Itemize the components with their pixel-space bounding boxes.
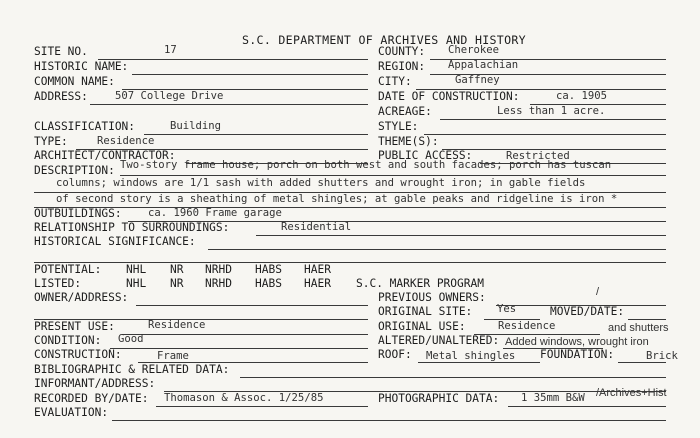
city-label: CITY: (378, 75, 412, 88)
historical-line-1 (208, 249, 666, 250)
county-value: Cherokee (448, 44, 500, 56)
description-line-1: Two-story frame house; porch on both west and south facades; porch has tuscan (120, 159, 612, 171)
public-access-label: PUBLIC ACCESS: (378, 149, 473, 162)
foundation-line (618, 362, 666, 363)
recorded-by-value: Thomason & Assoc. 1/25/85 (164, 392, 324, 404)
description-rule-3 (34, 207, 666, 208)
original-use-label: ORIGINAL USE: (378, 320, 466, 333)
public-access-value: Restricted (506, 150, 570, 162)
listed-nhl: NHL (126, 277, 147, 290)
address-line (90, 104, 368, 105)
classification-label: CLASSIFICATION: (34, 120, 136, 133)
city-value: Gaffney (455, 74, 500, 86)
date-of-construction-value: ca. 1905 (556, 90, 608, 102)
classification-value: Building (170, 120, 222, 132)
site-no-value: 17 (164, 44, 177, 56)
outbuildings-label: OUTBUILDINGS: (34, 207, 122, 220)
county-label: COUNTY: (378, 45, 426, 58)
relationship-value: Residential (281, 221, 352, 233)
address-label: ADDRESS: (34, 90, 88, 103)
photographic-data-value: 1 35mm B&W (521, 392, 585, 404)
themes-label: THEME(S): (378, 135, 439, 148)
potential-haer: HAER (304, 263, 331, 276)
present-use-label: PRESENT USE: (34, 320, 115, 333)
potential-label: POTENTIAL: (34, 263, 102, 276)
type-label: TYPE: (34, 135, 68, 148)
foundation-value: Brick (646, 350, 678, 362)
evaluation-line (112, 420, 666, 421)
date-of-construction-label: DATE OF CONSTRUCTION: (378, 90, 520, 103)
original-use-extra: and shutters (608, 322, 669, 334)
owner-line-1 (136, 305, 368, 306)
address-value: 507 College Drive (115, 90, 224, 102)
site-no-label: SITE NO. (34, 45, 88, 58)
recorded-by-line (156, 406, 368, 407)
previous-owners-mark: / (596, 286, 600, 298)
roof-value: Metal shingles (426, 350, 516, 362)
type-value: Residence (97, 135, 155, 147)
historic-name-line (132, 74, 368, 75)
altered-value: Added windows, wrought iron (505, 336, 649, 348)
photographic-data-label: PHOTOGRAPHIC DATA: (378, 392, 500, 405)
roof-label: ROOF: (378, 348, 412, 361)
form-title: S.C. DEPARTMENT OF ARCHIVES AND HISTORY (242, 33, 526, 47)
potential-habs: HABS (255, 263, 282, 276)
acreage-line (440, 119, 666, 120)
potential-nrhd: NRHD (205, 263, 232, 276)
original-use-value: Residence (498, 320, 556, 332)
region-value: Appalachian (448, 59, 519, 71)
historical-significance-label: HISTORICAL SIGNIFICANCE: (34, 235, 196, 248)
common-name-label: COMMON NAME: (34, 75, 115, 88)
acreage-label: ACREAGE: (378, 105, 432, 118)
foundation-label: FOUNDATION: (540, 348, 615, 361)
architect-label: ARCHITECT/CONTRACTOR: (34, 149, 176, 162)
moved-date-line (628, 319, 666, 320)
evaluation-label: EVALUATION: (34, 406, 109, 419)
style-label: STYLE: (378, 120, 419, 133)
roof-line (418, 362, 540, 363)
listed-habs: HABS (255, 277, 282, 290)
site-no-line (98, 59, 368, 60)
bibliographic-line (240, 377, 666, 378)
owner-address-label: OWNER/ADDRESS: (34, 291, 129, 304)
listed-haer: HAER (304, 277, 331, 290)
condition-line (110, 348, 368, 349)
original-site-label: ORIGINAL SITE: (378, 305, 473, 318)
photographic-line (508, 406, 666, 407)
listed-nr: NR (170, 277, 184, 290)
potential-nr: NR (170, 263, 184, 276)
relationship-label: RELATIONSHIP TO SURROUNDINGS: (34, 221, 230, 234)
original-site-value: Yes (497, 303, 517, 315)
outbuildings-value: ca. 1960 Frame garage (148, 207, 282, 219)
moved-date-label: MOVED/DATE: (550, 305, 625, 318)
construction-value: Frame (157, 350, 189, 362)
present-use-value: Residence (148, 319, 206, 331)
acreage-value: Less than 1 acre. (497, 105, 606, 117)
previous-owners-label: PREVIOUS OWNERS: (378, 291, 486, 304)
condition-label: CONDITION: (34, 334, 102, 347)
construction-label: CONSTRUCTION: (34, 348, 122, 361)
listed-label: LISTED: (34, 277, 82, 290)
style-line (424, 134, 666, 135)
region-label: REGION: (378, 60, 426, 73)
recorded-by-label: RECORDED BY/DATE: (34, 392, 149, 405)
classification-line (144, 134, 368, 135)
relationship-line (256, 235, 666, 236)
present-use-line (122, 334, 368, 335)
photographic-data-extra: /Archives+Hist (596, 387, 667, 399)
description-line-3: of second story is a sheathing of metal shingles; at gable peaks and ridgeline is iron * (56, 193, 618, 205)
description-label: DESCRIPTION: (34, 164, 115, 177)
marker-program-label: S.C. MARKER PROGRAM (356, 277, 484, 290)
informant-label: INFORMANT/ADDRESS: (34, 377, 156, 390)
description-rule-1 (120, 175, 666, 176)
historic-name-label: HISTORIC NAME: (34, 60, 129, 73)
description-line-2: columns; windows are 1/1 sash with added shutters and wrought iron; in gable fields (56, 177, 586, 189)
altered-label: ALTERED/UNALTERED: (378, 334, 500, 347)
bibliographic-label: BIBLIOGRAPHIC & RELATED DATA: (34, 363, 230, 376)
potential-nhl: NHL (126, 263, 147, 276)
listed-nrhd: NRHD (205, 277, 232, 290)
condition-value: Good (118, 333, 144, 345)
